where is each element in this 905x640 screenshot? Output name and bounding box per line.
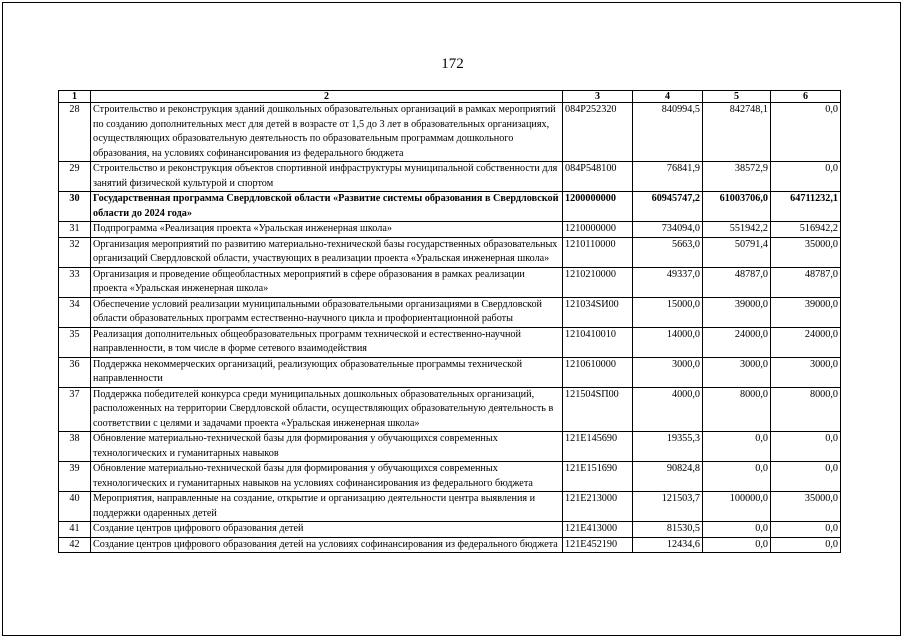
row-value-col5: 0,0 [703, 432, 771, 462]
row-code: 121E151690 [563, 462, 633, 492]
row-number: 37 [59, 387, 91, 432]
table-row [59, 267, 841, 297]
row-value-col4: 76841,9 [633, 162, 703, 192]
row-value-col4: 5663,0 [633, 237, 703, 267]
row-value-col5: 38572,9 [703, 162, 771, 192]
row-code: 1210110000 [563, 237, 633, 267]
row-code: 084P548100 [563, 162, 633, 192]
row-number: 32 [59, 237, 91, 267]
row-value-col5: 50791,4 [703, 237, 771, 267]
row-value-col4: 121503,7 [633, 492, 703, 522]
row-name: Обеспечение условий реализации муниципальными образовательными организациями в Свердловской области образовательных программ естественно-научного цикла и профориентационной работы [91, 297, 563, 327]
row-value-col6: 0,0 [771, 537, 841, 553]
table-row [59, 432, 841, 462]
row-value-col5: 0,0 [703, 462, 771, 492]
row-value-col5: 3000,0 [703, 357, 771, 387]
row-value-col4: 4000,0 [633, 387, 703, 432]
row-value-col4: 19355,3 [633, 432, 703, 462]
row-code: 121E213000 [563, 492, 633, 522]
row-code: 1210000000 [563, 222, 633, 238]
table-header-row [59, 91, 841, 103]
row-value-col5: 551942,2 [703, 222, 771, 238]
row-number: 29 [59, 162, 91, 192]
row-number: 39 [59, 462, 91, 492]
row-value-col5: 39000,0 [703, 297, 771, 327]
column-header: 6 [771, 91, 841, 103]
row-value-col6: 0,0 [771, 432, 841, 462]
row-number: 40 [59, 492, 91, 522]
page-number: 172 [441, 56, 464, 72]
row-name: Обновление материально-технической базы для формирования у обучающихся современных технологических и гуманитарных навыков [91, 432, 563, 462]
row-name: Организация и проведение общеобластных мероприятий в сфере образования в рамках реализации проекта «Уральская инженерная школа» [91, 267, 563, 297]
row-value-col4: 14000,0 [633, 327, 703, 357]
column-header: 1 [59, 91, 91, 103]
row-value-col5: 0,0 [703, 537, 771, 553]
row-value-col6: 35000,0 [771, 237, 841, 267]
row-value-col6: 3000,0 [771, 357, 841, 387]
row-value-col4: 49337,0 [633, 267, 703, 297]
row-name: Государственная программа Свердловской области «Развитие системы образования в Свердловской области до 2024 года» [91, 192, 563, 222]
row-code: 084P252320 [563, 103, 633, 162]
row-value-col4: 81530,5 [633, 522, 703, 538]
table-row [59, 237, 841, 267]
row-value-col6: 0,0 [771, 162, 841, 192]
table-row [59, 327, 841, 357]
row-value-col6: 0,0 [771, 103, 841, 162]
row-value-col4: 3000,0 [633, 357, 703, 387]
table-row [59, 297, 841, 327]
row-code: 1210610000 [563, 357, 633, 387]
row-value-col4: 15000,0 [633, 297, 703, 327]
row-value-col6: 24000,0 [771, 327, 841, 357]
row-value-col5: 48787,0 [703, 267, 771, 297]
row-value-col4: 734094,0 [633, 222, 703, 238]
row-value-col4: 12434,6 [633, 537, 703, 553]
row-value-col6: 8000,0 [771, 387, 841, 432]
row-value-col5: 842748,1 [703, 103, 771, 162]
row-value-col5: 24000,0 [703, 327, 771, 357]
row-value-col6: 35000,0 [771, 492, 841, 522]
row-value-col6: 48787,0 [771, 267, 841, 297]
row-name: Поддержка победителей конкурса среди муниципальных дошкольных образовательных организаций, расположенных на территории Свердловской области, осуществляющих образовательную деятельность в соответствии с целями и задачами проекта «Уральская инженерная школа» [91, 387, 563, 432]
column-header: 2 [91, 91, 563, 103]
row-value-col4: 60945747,2 [633, 192, 703, 222]
row-name: Создание центров цифрового образования детей [91, 522, 563, 538]
table-row [59, 492, 841, 522]
row-name: Организация мероприятий по развитию материально-технической базы государственных образовательных организаций Свердловской области, участвующих в реализации проекта «Уральская инженерная школа» [91, 237, 563, 267]
row-code: 1210410010 [563, 327, 633, 357]
row-code: 1200000000 [563, 192, 633, 222]
table-body [59, 103, 841, 553]
row-value-col4: 90824,8 [633, 462, 703, 492]
row-code: 121E413000 [563, 522, 633, 538]
table-row [59, 387, 841, 432]
row-number: 30 [59, 192, 91, 222]
budget-table [58, 90, 841, 553]
row-name: Мероприятия, направленные на создание, открытие и организацию деятельности центра выявления и поддержки одаренных детей [91, 492, 563, 522]
row-number: 33 [59, 267, 91, 297]
row-number: 36 [59, 357, 91, 387]
column-header: 5 [703, 91, 771, 103]
row-name: Строительство и реконструкция объектов спортивной инфраструктуры муниципальной собственности для занятий физической культурой и спортом [91, 162, 563, 192]
row-name: Поддержка некоммерческих организаций, реализующих образовательные программы технической направленности [91, 357, 563, 387]
row-value-col6: 516942,2 [771, 222, 841, 238]
row-name: Подпрограмма «Реализация проекта «Уральская инженерная школа» [91, 222, 563, 238]
table-row [59, 462, 841, 492]
column-header: 3 [563, 91, 633, 103]
row-value-col4: 840994,5 [633, 103, 703, 162]
table-row [59, 162, 841, 192]
row-name: Обновление материально-технической базы для формирования у обучающихся современных технологических и гуманитарных навыков на условиях софинансирования из федерального бюджета [91, 462, 563, 492]
row-value-col5: 0,0 [703, 522, 771, 538]
table-row [59, 192, 841, 222]
row-value-col6: 39000,0 [771, 297, 841, 327]
row-code: 1210210000 [563, 267, 633, 297]
row-code: 121504SП00 [563, 387, 633, 432]
row-name: Создание центров цифрового образования детей на условиях софинансирования из федерального бюджета [91, 537, 563, 553]
row-code: 121034SИ00 [563, 297, 633, 327]
row-value-col6: 0,0 [771, 522, 841, 538]
row-number: 38 [59, 432, 91, 462]
row-number: 41 [59, 522, 91, 538]
row-code: 121E452190 [563, 537, 633, 553]
table-row [59, 522, 841, 538]
table-row [59, 537, 841, 553]
row-number: 34 [59, 297, 91, 327]
row-code: 121E145690 [563, 432, 633, 462]
row-name: Строительство и реконструкция зданий дошкольных образовательных организаций в рамках мероприятий по созданию дополнительных мест для детей в возрасте от 1,5 до 3 лет в образовательных организациях, осуществляющих образовательную деятельность по образовательным программам дошкольного образования, на условиях софинансирования из федерального бюджета [91, 103, 563, 162]
table-row [59, 357, 841, 387]
row-number: 42 [59, 537, 91, 553]
row-number: 31 [59, 222, 91, 238]
row-value-col5: 100000,0 [703, 492, 771, 522]
column-header: 4 [633, 91, 703, 103]
row-name: Реализация дополнительных общеобразовательных программ технической и естественно-научной направленности, в том числе в форме сетевого взаимодействия [91, 327, 563, 357]
row-value-col5: 61003706,0 [703, 192, 771, 222]
row-number: 28 [59, 103, 91, 162]
table-row [59, 103, 841, 162]
table-row [59, 222, 841, 238]
row-value-col5: 8000,0 [703, 387, 771, 432]
row-number: 35 [59, 327, 91, 357]
row-value-col6: 64711232,1 [771, 192, 841, 222]
row-value-col6: 0,0 [771, 462, 841, 492]
